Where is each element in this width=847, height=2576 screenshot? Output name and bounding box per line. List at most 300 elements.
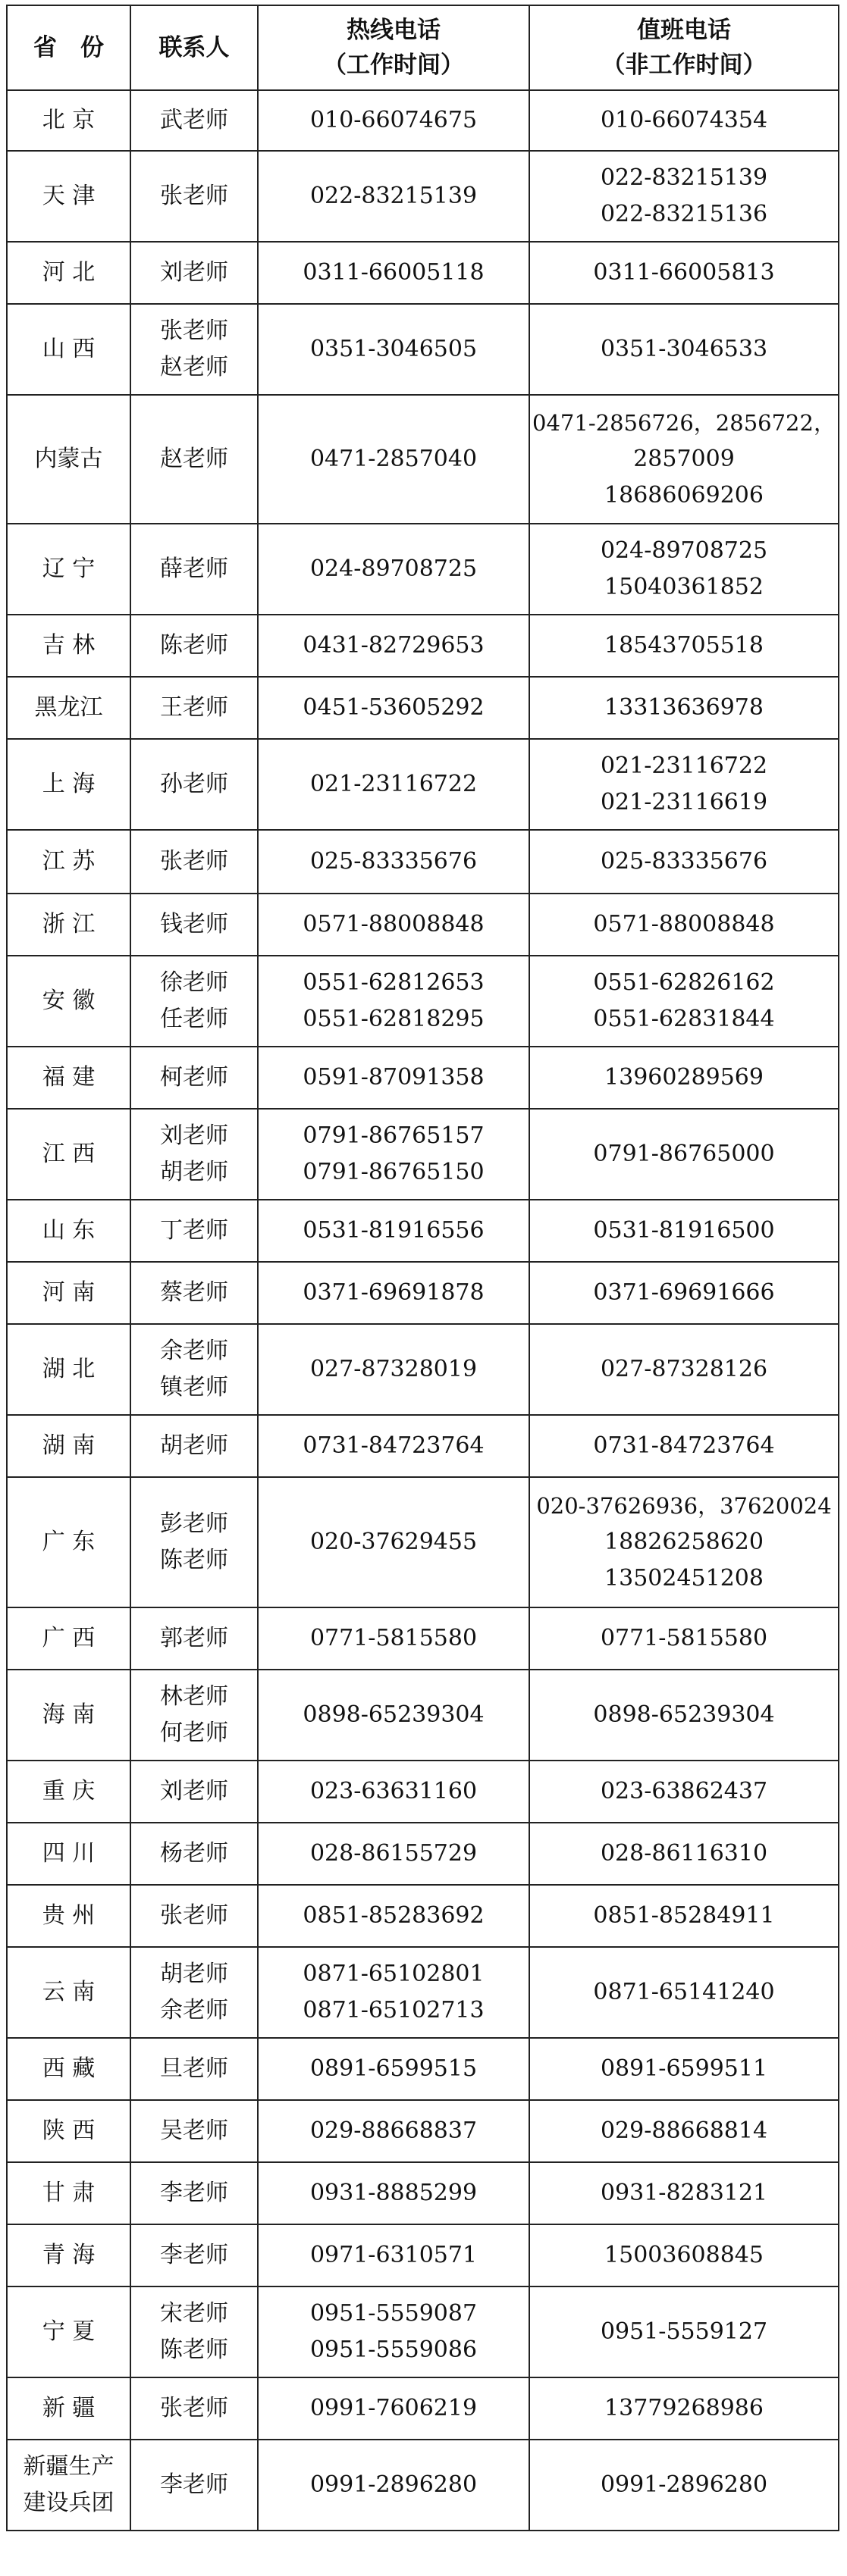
contact-cell bbox=[130, 2100, 258, 2162]
duty-text: 0311-66005813 bbox=[593, 259, 775, 286]
duty-text: 18686069206 bbox=[604, 482, 764, 509]
contact-text: 郭老师 bbox=[160, 1625, 228, 1651]
contact-cell bbox=[130, 2286, 258, 2377]
hotline-text: 028-86155729 bbox=[309, 1840, 478, 1867]
contact-cell bbox=[130, 894, 258, 956]
province-cell bbox=[7, 1109, 130, 1200]
table-row bbox=[7, 2038, 839, 2100]
table-row bbox=[7, 615, 839, 677]
duty-cell bbox=[529, 1761, 839, 1823]
province-text: 福 建 bbox=[42, 1064, 96, 1091]
contact-cell bbox=[130, 1823, 258, 1885]
hotline-text: 024-89708725 bbox=[309, 556, 478, 582]
contact-text: 李老师 bbox=[160, 2471, 228, 2498]
hotline-text: 0991-2896280 bbox=[309, 2471, 478, 2498]
contact-text: 陈老师 bbox=[160, 2337, 228, 2363]
contact-text: 林老师 bbox=[160, 1683, 228, 1710]
duty-text: 13502451208 bbox=[604, 1565, 764, 1592]
province-cell bbox=[7, 395, 130, 524]
duty-cell bbox=[529, 1262, 839, 1324]
duty-cell bbox=[529, 1947, 839, 2038]
duty-cell bbox=[529, 304, 839, 395]
province-cell bbox=[7, 2162, 130, 2224]
table-row bbox=[7, 1670, 839, 1761]
duty-cell bbox=[529, 90, 839, 151]
hotline-text: 0791-86765157 bbox=[303, 1122, 485, 1149]
table-row bbox=[7, 956, 839, 1047]
table-row bbox=[7, 1823, 839, 1885]
contact-text: 何老师 bbox=[160, 1720, 228, 1746]
hotline-text: 0351-3046505 bbox=[309, 336, 478, 362]
hotline-text: 0551-62812653 bbox=[303, 969, 485, 996]
table-row bbox=[7, 1200, 839, 1262]
hotline-cell bbox=[258, 830, 529, 894]
duty-cell bbox=[529, 1823, 839, 1885]
table-row bbox=[7, 90, 839, 151]
contact-cell bbox=[130, 1262, 258, 1324]
duty-text: 010-66074354 bbox=[600, 107, 768, 133]
contact-text: 刘老师 bbox=[160, 259, 228, 286]
table-row bbox=[7, 2440, 839, 2531]
province-cell bbox=[7, 677, 130, 739]
contact-cell bbox=[130, 90, 258, 151]
duty-cell bbox=[529, 2286, 839, 2377]
duty-text: 023-63862437 bbox=[600, 1778, 768, 1804]
table-row bbox=[7, 1885, 839, 1947]
table-row bbox=[7, 2286, 839, 2377]
contact-text: 张老师 bbox=[160, 848, 228, 875]
contact-cell bbox=[130, 1047, 258, 1109]
header-contact: 联系人 bbox=[130, 5, 258, 90]
province-cell bbox=[7, 894, 130, 956]
hotline-cell bbox=[258, 1885, 529, 1947]
contact-cell bbox=[130, 2377, 258, 2440]
province-text: 云 南 bbox=[42, 1979, 96, 2005]
duty-text: 13313636978 bbox=[604, 694, 764, 721]
contact-text: 柯老师 bbox=[160, 1064, 228, 1091]
hotline-cell bbox=[258, 2377, 529, 2440]
table-row bbox=[7, 1047, 839, 1109]
contact-text: 刘老师 bbox=[160, 1122, 228, 1149]
hotline-text: 010-66074675 bbox=[309, 107, 478, 133]
hotline-text: 0971-6310571 bbox=[309, 2242, 478, 2268]
contact-cell bbox=[130, 1324, 258, 1415]
province-text: 浙 江 bbox=[42, 911, 96, 937]
hotline-text: 021-23116722 bbox=[309, 771, 478, 797]
contact-cell bbox=[130, 2038, 258, 2100]
duty-text: 15040361852 bbox=[604, 574, 764, 600]
province-text: 贵 州 bbox=[42, 1902, 96, 1929]
header-duty bbox=[529, 5, 839, 90]
duty-cell bbox=[529, 2100, 839, 2162]
province-text: 北 京 bbox=[42, 107, 96, 133]
duty-cell bbox=[529, 2038, 839, 2100]
contact-cell bbox=[130, 2162, 258, 2224]
province-text: 四 川 bbox=[42, 1840, 96, 1867]
duty-text: 0471-2856726，2856722， bbox=[532, 410, 836, 436]
duty-text: 021-23116722 bbox=[600, 753, 768, 779]
duty-cell bbox=[529, 2162, 839, 2224]
contact-text: 宋老师 bbox=[160, 2300, 228, 2327]
table-row bbox=[7, 2162, 839, 2224]
contact-cell bbox=[130, 1109, 258, 1200]
table-row bbox=[7, 1415, 839, 1477]
duty-text: 025-83335676 bbox=[600, 848, 768, 875]
contact-table bbox=[6, 5, 839, 2531]
duty-cell bbox=[529, 151, 839, 242]
hotline-cell bbox=[258, 2038, 529, 2100]
hotline-cell bbox=[258, 2100, 529, 2162]
contact-text: 任老师 bbox=[160, 1006, 228, 1032]
table-row bbox=[7, 524, 839, 615]
duty-cell bbox=[529, 395, 839, 524]
province-cell bbox=[7, 1823, 130, 1885]
province-cell bbox=[7, 2038, 130, 2100]
contact-cell bbox=[130, 739, 258, 830]
contact-text: 赵老师 bbox=[160, 446, 228, 472]
contact-text: 张老师 bbox=[160, 2395, 228, 2421]
duty-text: 0551-62831844 bbox=[593, 1006, 775, 1032]
duty-text: 0531-81916500 bbox=[593, 1217, 775, 1244]
contact-text: 张老师 bbox=[160, 318, 228, 344]
contact-cell bbox=[130, 1200, 258, 1262]
contact-cell bbox=[130, 830, 258, 894]
duty-cell bbox=[529, 2377, 839, 2440]
hotline-text: 0851-85283692 bbox=[303, 1902, 485, 1929]
table-header bbox=[7, 5, 839, 90]
duty-cell bbox=[529, 1047, 839, 1109]
duty-text: 0951-5559127 bbox=[600, 2318, 768, 2345]
province-cell bbox=[7, 2377, 130, 2440]
contact-text: 彭老师 bbox=[160, 1510, 228, 1537]
hotline-cell bbox=[258, 956, 529, 1047]
hotline-text: 0871-65102713 bbox=[303, 1997, 485, 2024]
hotline-text: 0531-81916556 bbox=[303, 1217, 485, 1244]
hotline-text: 029-88668837 bbox=[309, 2117, 478, 2144]
province-cell bbox=[7, 615, 130, 677]
hotline-cell bbox=[258, 2286, 529, 2377]
province-text: 天 津 bbox=[42, 183, 96, 209]
province-text: 山 东 bbox=[42, 1217, 96, 1244]
province-text: 宁 夏 bbox=[42, 2318, 96, 2345]
hotline-cell bbox=[258, 524, 529, 615]
province-text: 河 北 bbox=[42, 259, 96, 286]
contact-text: 丁老师 bbox=[160, 1217, 228, 1244]
province-text: 甘 肃 bbox=[42, 2180, 96, 2206]
hotline-cell bbox=[258, 615, 529, 677]
hotline-cell bbox=[258, 90, 529, 151]
table-row bbox=[7, 1607, 839, 1670]
contact-cell bbox=[130, 524, 258, 615]
hotline-cell bbox=[258, 304, 529, 395]
province-cell bbox=[7, 1047, 130, 1109]
table-row bbox=[7, 2377, 839, 2440]
hotline-text: 027-87328019 bbox=[309, 1356, 478, 1382]
hotline-cell bbox=[258, 677, 529, 739]
contact-text: 张老师 bbox=[160, 183, 228, 209]
province-cell bbox=[7, 151, 130, 242]
contact-text: 张老师 bbox=[160, 1902, 228, 1929]
contact-text: 胡老师 bbox=[160, 1159, 228, 1185]
duty-cell bbox=[529, 830, 839, 894]
hotline-text: 0951-5559086 bbox=[309, 2337, 478, 2363]
contact-text: 李老师 bbox=[160, 2180, 228, 2206]
contact-text: 镇老师 bbox=[160, 1374, 228, 1401]
duty-text: 0991-2896280 bbox=[600, 2471, 768, 2498]
contact-text: 孙老师 bbox=[160, 771, 228, 797]
province-cell bbox=[7, 830, 130, 894]
duty-text: 020-37626936，37620024 bbox=[536, 1493, 832, 1519]
duty-text: 0371-69691666 bbox=[593, 1279, 775, 1306]
hotline-text: 0591-87091358 bbox=[303, 1064, 485, 1091]
hotline-text: 0991-7606219 bbox=[309, 2395, 478, 2421]
province-cell bbox=[7, 1200, 130, 1262]
hotline-cell bbox=[258, 894, 529, 956]
province-cell bbox=[7, 304, 130, 395]
duty-text: 0571-88008848 bbox=[593, 911, 775, 937]
province-cell bbox=[7, 524, 130, 615]
hotline-text: 0771-5815580 bbox=[309, 1625, 478, 1651]
duty-text: 022-83215136 bbox=[600, 201, 768, 227]
table-row bbox=[7, 739, 839, 830]
contact-text: 李老师 bbox=[160, 2242, 228, 2268]
hotline-text: 0471-2857040 bbox=[309, 446, 478, 472]
contact-text: 徐老师 bbox=[160, 969, 228, 996]
table-row bbox=[7, 304, 839, 395]
duty-text: 13779268986 bbox=[604, 2395, 764, 2421]
contact-text: 钱老师 bbox=[160, 911, 228, 937]
hotline-text: 0951-5559087 bbox=[309, 2300, 478, 2327]
province-cell bbox=[7, 1415, 130, 1477]
duty-text: 15003608845 bbox=[604, 2242, 764, 2268]
contact-cell bbox=[130, 304, 258, 395]
contact-cell bbox=[130, 151, 258, 242]
duty-text: 029-88668814 bbox=[600, 2117, 768, 2144]
hotline-text: 0791-86765150 bbox=[303, 1159, 485, 1185]
hotline-text: 0311-66005118 bbox=[303, 259, 485, 286]
province-text: 江 西 bbox=[42, 1141, 96, 1167]
hotline-text: 0731-84723764 bbox=[303, 1432, 485, 1459]
hotline-cell bbox=[258, 395, 529, 524]
province-text: 安 徽 bbox=[42, 988, 96, 1014]
hotline-cell bbox=[258, 1324, 529, 1415]
hotline-cell bbox=[258, 242, 529, 304]
contact-text: 王老师 bbox=[160, 694, 228, 721]
duty-text: 021-23116619 bbox=[600, 789, 768, 815]
duty-cell bbox=[529, 1670, 839, 1761]
table-body bbox=[7, 90, 839, 2531]
hotline-cell bbox=[258, 1607, 529, 1670]
hotline-cell bbox=[258, 1415, 529, 1477]
contact-cell bbox=[130, 1885, 258, 1947]
hotline-text: 0571-88008848 bbox=[303, 911, 485, 937]
duty-cell bbox=[529, 615, 839, 677]
hotline-cell bbox=[258, 2440, 529, 2531]
duty-text: 0731-84723764 bbox=[593, 1432, 775, 1459]
header-duty-title: 值班电话 bbox=[637, 17, 731, 44]
duty-cell bbox=[529, 1200, 839, 1262]
province-cell bbox=[7, 1947, 130, 2038]
province-text: 吉 林 bbox=[42, 632, 96, 659]
province-cell bbox=[7, 2286, 130, 2377]
contact-text: 吴老师 bbox=[160, 2117, 228, 2144]
contact-text: 蔡老师 bbox=[160, 1279, 228, 1306]
contact-cell bbox=[130, 956, 258, 1047]
province-text: 新 疆 bbox=[42, 2395, 96, 2421]
hotline-text: 0891-6599515 bbox=[309, 2055, 478, 2082]
duty-cell bbox=[529, 894, 839, 956]
province-text: 海 南 bbox=[42, 1701, 96, 1728]
hotline-cell bbox=[258, 1947, 529, 2038]
province-text: 江 苏 bbox=[42, 848, 96, 875]
hotline-text: 0451-53605292 bbox=[303, 694, 485, 721]
province-cell bbox=[7, 956, 130, 1047]
hotline-cell bbox=[258, 2162, 529, 2224]
province-text: 黑龙江 bbox=[34, 694, 103, 721]
province-cell bbox=[7, 90, 130, 151]
table-row bbox=[7, 1477, 839, 1607]
duty-cell bbox=[529, 2440, 839, 2531]
province-text: 西 藏 bbox=[42, 2055, 96, 2082]
hotline-cell bbox=[258, 1761, 529, 1823]
duty-cell bbox=[529, 524, 839, 615]
contact-text: 余老师 bbox=[160, 1997, 228, 2024]
contact-cell bbox=[130, 677, 258, 739]
duty-cell bbox=[529, 1885, 839, 1947]
province-cell bbox=[7, 2224, 130, 2286]
duty-cell bbox=[529, 1477, 839, 1607]
duty-text: 024-89708725 bbox=[600, 537, 768, 564]
table-row bbox=[7, 830, 839, 894]
province-text: 内蒙古 bbox=[34, 446, 103, 472]
duty-cell bbox=[529, 1607, 839, 1670]
duty-cell bbox=[529, 1109, 839, 1200]
province-cell bbox=[7, 1885, 130, 1947]
province-cell bbox=[7, 2100, 130, 2162]
province-cell bbox=[7, 1670, 130, 1761]
hotline-text: 0371-69691878 bbox=[303, 1279, 485, 1306]
table-row bbox=[7, 1761, 839, 1823]
table-row bbox=[7, 1947, 839, 2038]
province-text: 辽 宁 bbox=[42, 556, 96, 582]
duty-cell bbox=[529, 956, 839, 1047]
province-cell bbox=[7, 2440, 130, 2531]
province-cell bbox=[7, 1262, 130, 1324]
duty-text: 0931-8283121 bbox=[600, 2180, 768, 2206]
contact-cell bbox=[130, 1415, 258, 1477]
duty-text: 0871-65141240 bbox=[593, 1979, 775, 2005]
province-text: 新疆生产 bbox=[23, 2453, 115, 2480]
contact-cell bbox=[130, 1670, 258, 1761]
duty-text: 2857009 bbox=[633, 446, 735, 472]
hotline-cell bbox=[258, 1670, 529, 1761]
province-text: 湖 南 bbox=[42, 1432, 96, 1459]
hotline-text: 0898-65239304 bbox=[303, 1701, 485, 1728]
contact-cell bbox=[130, 242, 258, 304]
contact-text: 刘老师 bbox=[160, 1778, 228, 1804]
table-row bbox=[7, 1109, 839, 1200]
duty-text: 022-83215139 bbox=[600, 164, 768, 191]
province-cell bbox=[7, 1607, 130, 1670]
province-text: 湖 北 bbox=[42, 1356, 96, 1382]
duty-text: 18543705518 bbox=[604, 632, 764, 659]
hotline-cell bbox=[258, 1047, 529, 1109]
contact-text: 胡老师 bbox=[160, 1432, 228, 1459]
contact-text: 余老师 bbox=[160, 1338, 228, 1364]
duty-text: 13960289569 bbox=[604, 1064, 764, 1091]
province-cell bbox=[7, 1477, 130, 1607]
hotline-cell bbox=[258, 1200, 529, 1262]
hotline-cell bbox=[258, 1262, 529, 1324]
contact-cell bbox=[130, 1947, 258, 2038]
hotline-text: 0931-8885299 bbox=[309, 2180, 478, 2206]
contact-cell bbox=[130, 2440, 258, 2531]
duty-text: 027-87328126 bbox=[600, 1356, 768, 1382]
duty-text: 18826258620 bbox=[604, 1529, 764, 1555]
duty-text: 028-86116310 bbox=[600, 1840, 768, 1867]
duty-text: 0771-5815580 bbox=[600, 1625, 768, 1651]
table-row bbox=[7, 677, 839, 739]
contact-text: 陈老师 bbox=[160, 1547, 228, 1573]
table-row bbox=[7, 242, 839, 304]
duty-text: 0898-65239304 bbox=[593, 1701, 775, 1728]
contact-text: 旦老师 bbox=[160, 2055, 228, 2082]
hotline-text: 023-63631160 bbox=[309, 1778, 478, 1804]
duty-text: 0351-3046533 bbox=[600, 336, 768, 362]
duty-cell bbox=[529, 2224, 839, 2286]
hotline-cell bbox=[258, 1823, 529, 1885]
hotline-text: 0551-62818295 bbox=[303, 1006, 485, 1032]
province-cell bbox=[7, 242, 130, 304]
hotline-cell bbox=[258, 1109, 529, 1200]
province-text: 广 东 bbox=[42, 1529, 96, 1555]
header-row bbox=[7, 5, 839, 90]
duty-cell bbox=[529, 242, 839, 304]
hotline-text: 0871-65102801 bbox=[303, 1961, 485, 1987]
hotline-text: 020-37629455 bbox=[309, 1529, 478, 1555]
header-province: 省 份 bbox=[7, 5, 130, 90]
province-text: 陕 西 bbox=[42, 2117, 96, 2144]
table-row bbox=[7, 2224, 839, 2286]
contact-cell bbox=[130, 1761, 258, 1823]
duty-text: 0551-62826162 bbox=[593, 969, 775, 996]
province-text: 建设兵团 bbox=[23, 2490, 115, 2516]
duty-text: 0851-85284911 bbox=[593, 1902, 775, 1929]
duty-cell bbox=[529, 1324, 839, 1415]
contact-cell bbox=[130, 395, 258, 524]
table-row bbox=[7, 395, 839, 524]
province-cell bbox=[7, 1324, 130, 1415]
duty-cell bbox=[529, 677, 839, 739]
contact-text: 武老师 bbox=[160, 107, 228, 133]
province-text: 上 海 bbox=[42, 771, 96, 797]
contact-text: 薛老师 bbox=[160, 556, 228, 582]
hotline-cell bbox=[258, 739, 529, 830]
contact-cell bbox=[130, 1607, 258, 1670]
contact-cell bbox=[130, 1477, 258, 1607]
table-row bbox=[7, 1324, 839, 1415]
duty-cell bbox=[529, 739, 839, 830]
contact-cell bbox=[130, 615, 258, 677]
province-text: 重 庆 bbox=[42, 1778, 96, 1804]
hotline-text: 025-83335676 bbox=[309, 848, 478, 875]
province-text: 河 南 bbox=[42, 1279, 96, 1306]
hotline-text: 0431-82729653 bbox=[303, 632, 485, 659]
province-text: 青 海 bbox=[42, 2242, 96, 2268]
header-hotline-note: （工作时间） bbox=[323, 52, 464, 79]
duty-cell bbox=[529, 1415, 839, 1477]
province-text: 广 西 bbox=[42, 1625, 96, 1651]
